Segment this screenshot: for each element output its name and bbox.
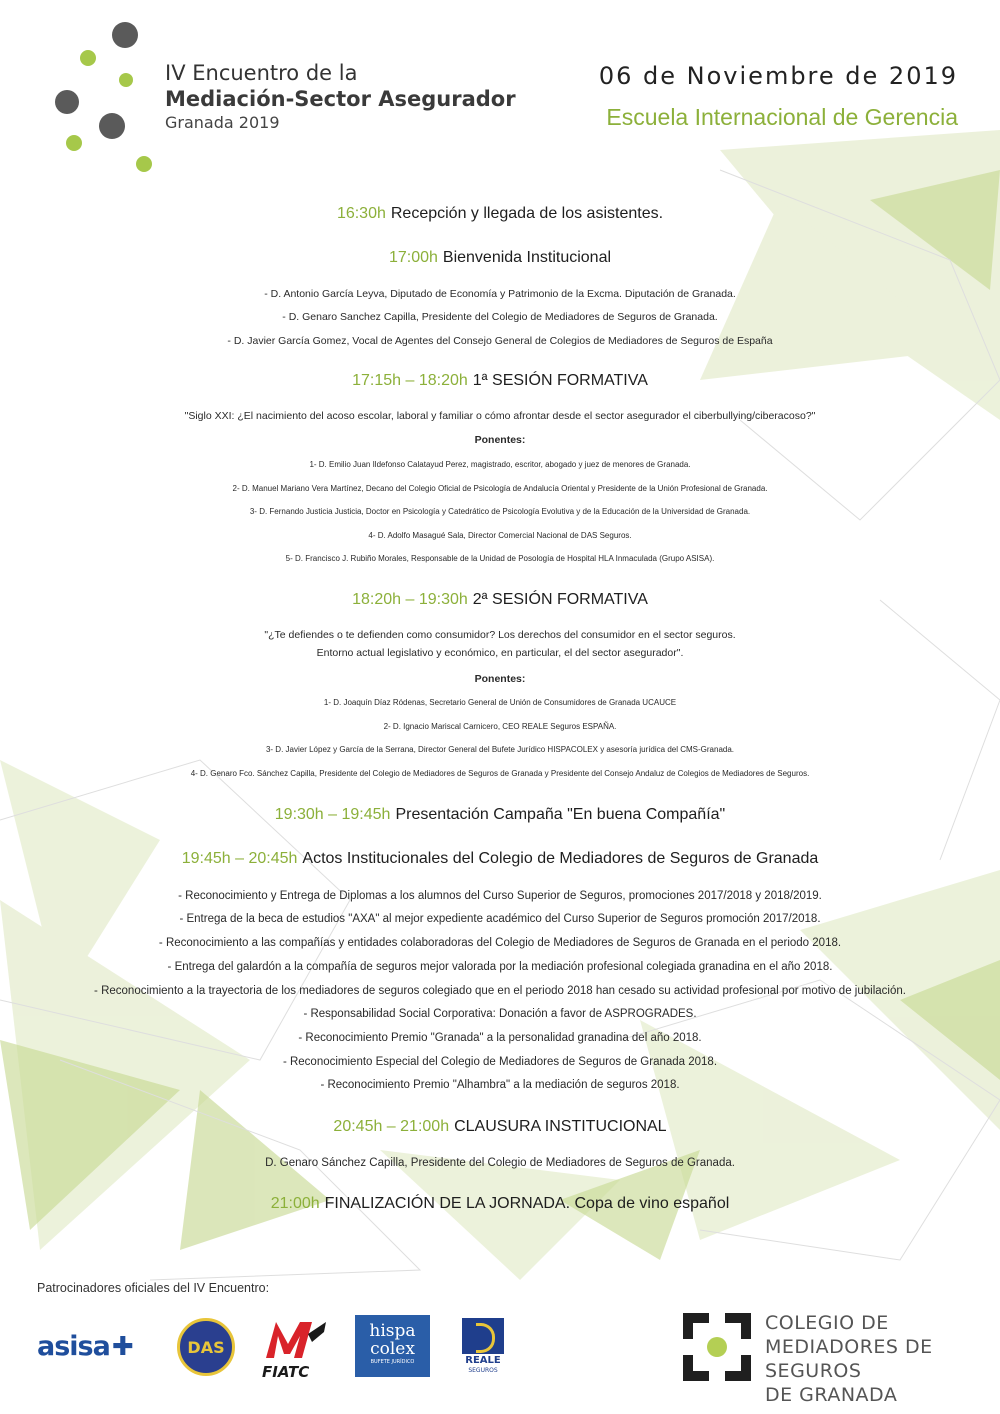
ponentes-label: Ponentes: [474, 434, 526, 446]
list-item: 4- D. Genaro Fco. Sánchez Capilla, Presidente del Colegio de Mediadores de Seguros de Granada y Presidente del Consejo Andaluz de Colegios de Mediadores de Seguros. [190, 769, 810, 778]
event-logo-dots [48, 18, 163, 178]
program-item-campaign [0, 806, 1000, 824]
program-time: 19:45h – 20:45h [181, 850, 298, 867]
program-time: 17:15h – 18:20h [352, 372, 468, 389]
session-quote-line2: Entorno actual legislativo y económico, en particular, el del sector asegurador". [316, 647, 684, 659]
list-item: 1- D. Joaquín Díaz Ródenas, Secretario General de Unión de Consumidores de Granada UCAUCE [323, 698, 677, 707]
program-time: 20:45h – 21:00h [333, 1118, 450, 1135]
event-date: 06 de Noviembre de 2019 [598, 62, 958, 90]
list-item: 1- D. Emilio Juan Ildefonso Calatayud Perez, magistrado, escritor, abogado y juez de menores de Granada. [309, 460, 691, 469]
list-item: - D. Genaro Sanchez Capilla, Presidente del Colegio de Mediadores de Seguros de Granada. [282, 311, 718, 323]
das-logo [177, 1318, 235, 1376]
program-item-end [0, 1195, 1000, 1213]
program-title: CLAUSURA INSTITUCIONAL [454, 1118, 667, 1135]
program-item-welcome [0, 249, 1000, 267]
logo-dot [119, 73, 133, 87]
list-item: 2- D. Manuel Mariano Vera Martínez, Decano del Colegio Oficial de Psicología de Andalucía Oriental y Presidente de la Unión Profesional de Granada. [232, 484, 768, 493]
fiatc-logo [262, 1318, 328, 1381]
event-title-line2: Mediación-Sector Asegurador [165, 87, 516, 111]
logo-dot [112, 22, 138, 48]
hispacolex-line1: hispa [369, 1321, 416, 1341]
asisa-logo-text: asisa [37, 1331, 110, 1362]
program-title: Actos Institucionales del Colegio de Mediadores de Seguros de Granada [302, 850, 819, 867]
program-item-acts [0, 850, 1000, 868]
session-quote-line1: "¿Te defiendes o te defienden como consumidor? Los derechos del consumidor en el sector seguros. [264, 629, 736, 641]
reale-logo-subtext: SEGUROS [468, 1367, 498, 1374]
program-item-reception [0, 205, 1000, 223]
program-time: 19:30h – 19:45h [274, 806, 391, 823]
colegio-name-line2: MEDIADORES DE SEGUROS [765, 1336, 933, 1382]
list-item: - Entrega de la beca de estudios "AXA" al mejor expediente académico del Curso Superior de Seguros promoción 2017/2018. [179, 913, 821, 925]
event-title [165, 60, 516, 134]
list-item: - D. Javier García Gomez, Vocal de Agentes del Consejo General de Colegios de Mediadores de Seguros de España [227, 335, 773, 347]
program-time: 18:20h – 19:30h [352, 591, 468, 608]
program-time: 21:00h [270, 1195, 320, 1212]
event-title-line1: IV Encuentro de la [165, 61, 358, 85]
plus-icon: ✚ [111, 1332, 134, 1362]
hispacolex-line3: BUFETE JURÍDICO [370, 1359, 415, 1365]
program-title: Bienvenida Institucional [442, 249, 612, 266]
list-item: - Reconocimiento Premio "Granada" a la personalidad granadina del año 2018. [298, 1032, 702, 1044]
session-quote: "Siglo XXI: ¿El nacimiento del acoso escolar, laboral y familiar o cómo afrontar desde el sector asegurador el ciberbullying/ciberacoso?" [184, 410, 816, 422]
list-item: 4- D. Adolfo Masagué Sala, Director Comercial Nacional de DAS Seguros. [368, 531, 632, 540]
program-item-session-1 [0, 372, 1000, 390]
reale-logo-text: REALE [465, 1355, 501, 1366]
program-title: 2ª SESIÓN FORMATIVA [472, 591, 648, 608]
colegio-name-line1: COLEGIO DE [765, 1312, 889, 1334]
hispacolex-logo [355, 1315, 430, 1377]
program-item-session-2 [0, 591, 1000, 609]
list-item: - Reconocimiento Premio "Alhambra" a la mediación de seguros 2018. [320, 1079, 680, 1091]
asisa-logo [37, 1331, 152, 1367]
reale-mark-icon [462, 1318, 504, 1354]
program-title: Presentación Campaña "En buena Compañía" [395, 806, 726, 823]
hispacolex-line2: colex [370, 1339, 415, 1359]
program-item-closing [0, 1118, 1000, 1136]
list-item: 2- D. Ignacio Mariscal Carnicero, CEO REALE Seguros ESPAÑA. [383, 722, 617, 731]
das-logo-text: DAS [187, 1337, 225, 1357]
sponsors-label: Patrocinadores oficiales del IV Encuentro: [37, 1281, 270, 1295]
fiatc-mark-icon [262, 1318, 328, 1360]
colegio-name [765, 1311, 1000, 1407]
logo-dot [66, 135, 82, 151]
program-title: Recepción y llegada de los asistentes. [390, 205, 664, 222]
list-item: - Responsabilidad Social Corporativa: Donación a favor de ASPROGRADES. [303, 1008, 697, 1020]
list-item: - Reconocimiento Especial del Colegio de Mediadores de Seguros de Granada 2018. [282, 1056, 718, 1068]
list-item: - Entrega del galardón a la compañía de seguros mejor valorada por la mediación profesional colegiada granadina en el año 2018. [167, 961, 833, 973]
colegio-logo-icon [683, 1313, 751, 1381]
list-item: - Reconocimiento a la trayectoria de los mediadores de seguros colegiado que en el periodo 2018 han cesado su actividad profesional por motivo de jubilación. [94, 985, 906, 997]
logo-dot [136, 156, 152, 172]
list-item: - D. Antonio García Leyva, Diputado de Economía y Patrimonio de la Excma. Diputación de Granada. [264, 288, 736, 300]
reale-arc-icon [476, 1323, 495, 1353]
program-time: 16:30h [336, 205, 386, 222]
event-venue: Escuela Internacional de Gerencia [606, 104, 958, 130]
list-item: 3- D. Javier López y García de la Serrana, Director General del Bufete Jurídico HISPACOLEX y asesoría jurídica del CMS-Granada. [265, 745, 735, 754]
colegio-name-line3: DE GRANADA [765, 1384, 898, 1406]
program-time: 17:00h [388, 249, 438, 266]
ponentes-label: Ponentes: [474, 673, 526, 685]
list-item: - Reconocimiento y Entrega de Diplomas a los alumnos del Curso Superior de Seguros, promociones 2017/2018 y 2018/2019. [178, 890, 822, 902]
logo-dot [99, 113, 125, 139]
list-item: - Reconocimiento a las compañías y entidades colaboradoras del Colegio de Mediadores de Seguros de Granada en el periodo 2018. [158, 937, 842, 949]
program-title: 1ª SESIÓN FORMATIVA [472, 372, 648, 389]
reale-logo [460, 1318, 506, 1382]
list-item: D. Genaro Sánchez Capilla, Presidente del Colegio de Mediadores de Seguros de Granada. [265, 1157, 735, 1169]
list-item: 3- D. Fernando Justicia Justicia, Doctor en Psicología y Catedrático de Psicología Evolutiva y de la Educación de la Universidad de Granada. [249, 507, 751, 516]
fiatc-logo-text: FIATC [262, 1363, 310, 1381]
program-title: FINALIZACIÓN DE LA JORNADA. Copa de vino español [324, 1195, 730, 1212]
list-item: 5- D. Francisco J. Rubiño Morales, Responsable de la Unidad de Posología de Hospital HLA Inmaculada (Grupo ASISA). [285, 554, 715, 563]
logo-dot [55, 90, 79, 114]
logo-dot [80, 50, 96, 66]
event-title-line3: Granada 2019 [165, 113, 280, 132]
